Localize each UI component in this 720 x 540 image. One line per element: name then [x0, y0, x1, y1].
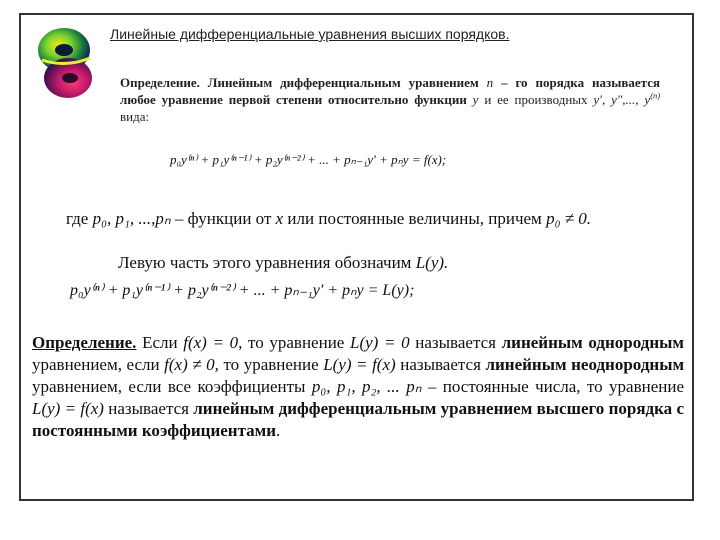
definition-1-label: Определение.: [120, 75, 200, 90]
left-part-notation: Левую часть этого уравнения обозначим L(y).: [118, 253, 449, 272]
term-homogeneous: линейным однородным: [501, 333, 685, 352]
definition-1-term: Линейным дифференциальным уравнением: [207, 75, 479, 90]
definition-1-text-b: – го порядка называется любое уравнение первой степени относительно функции: [120, 75, 661, 107]
term-constant-coeff: линейным дифференциальным уравнением высшего порядка с постоянными коэффициентами: [32, 399, 685, 440]
definition-2-label: Определение.: [32, 333, 137, 352]
term-inhomogeneous: линейным неоднородным: [485, 355, 685, 374]
L-of-y: L(y).: [415, 253, 449, 272]
slide-title: Линейные дифференциальные уравнения высших порядков.: [110, 26, 510, 42]
condition-p0: p₀ ≠ 0.: [546, 209, 592, 228]
derivatives: y′, y″,..., $y^{(n)}$: [593, 90, 661, 107]
definition-1-text-d: вида:: [120, 109, 150, 124]
definition-1-text-c: и ее производных: [484, 92, 588, 107]
var-x: x: [275, 209, 284, 228]
coefficients: p₀, p₁, ...,pₙ: [92, 209, 171, 228]
equation-1: p₀y⁽ⁿ⁾ + p₁y⁽ⁿ⁻¹⁾ + p₂y⁽ⁿ⁻²⁾ + ... + pₙ₋₁y′ + pₙy = f(x);: [170, 152, 447, 167]
equation-2: p₀y⁽ⁿ⁾ + p₁y⁽ⁿ⁻¹⁾ + p₂y⁽ⁿ⁻²⁾ + ... + pₙ₋₁y′ + pₙy = L(y);: [70, 282, 415, 299]
where-clause: где p₀, p₁, ...,pₙ – функции от x или постоянные величины, причем p₀ ≠ 0.: [66, 209, 592, 228]
torus-logo-icon: [30, 20, 102, 102]
definition-2: Определение. Если f(x) = 0, то уравнение L(y) = 0 называется линейным однородным уравнением, если f(x) ≠ 0, то уравнение L(y) = f(x) называется линейным неоднородным уравнением, если все коэффициенты p₀, p₁, p₂, ... pₙ – постоянные числа, то уравнение L(y) = f(x) называется линейным дифференциальным уравнением высшего порядка с постоянными коэффициентами.: [32, 333, 685, 440]
var-y: y: [472, 92, 479, 107]
definition-1: [120, 74, 660, 125]
var-n: n: [486, 75, 494, 90]
